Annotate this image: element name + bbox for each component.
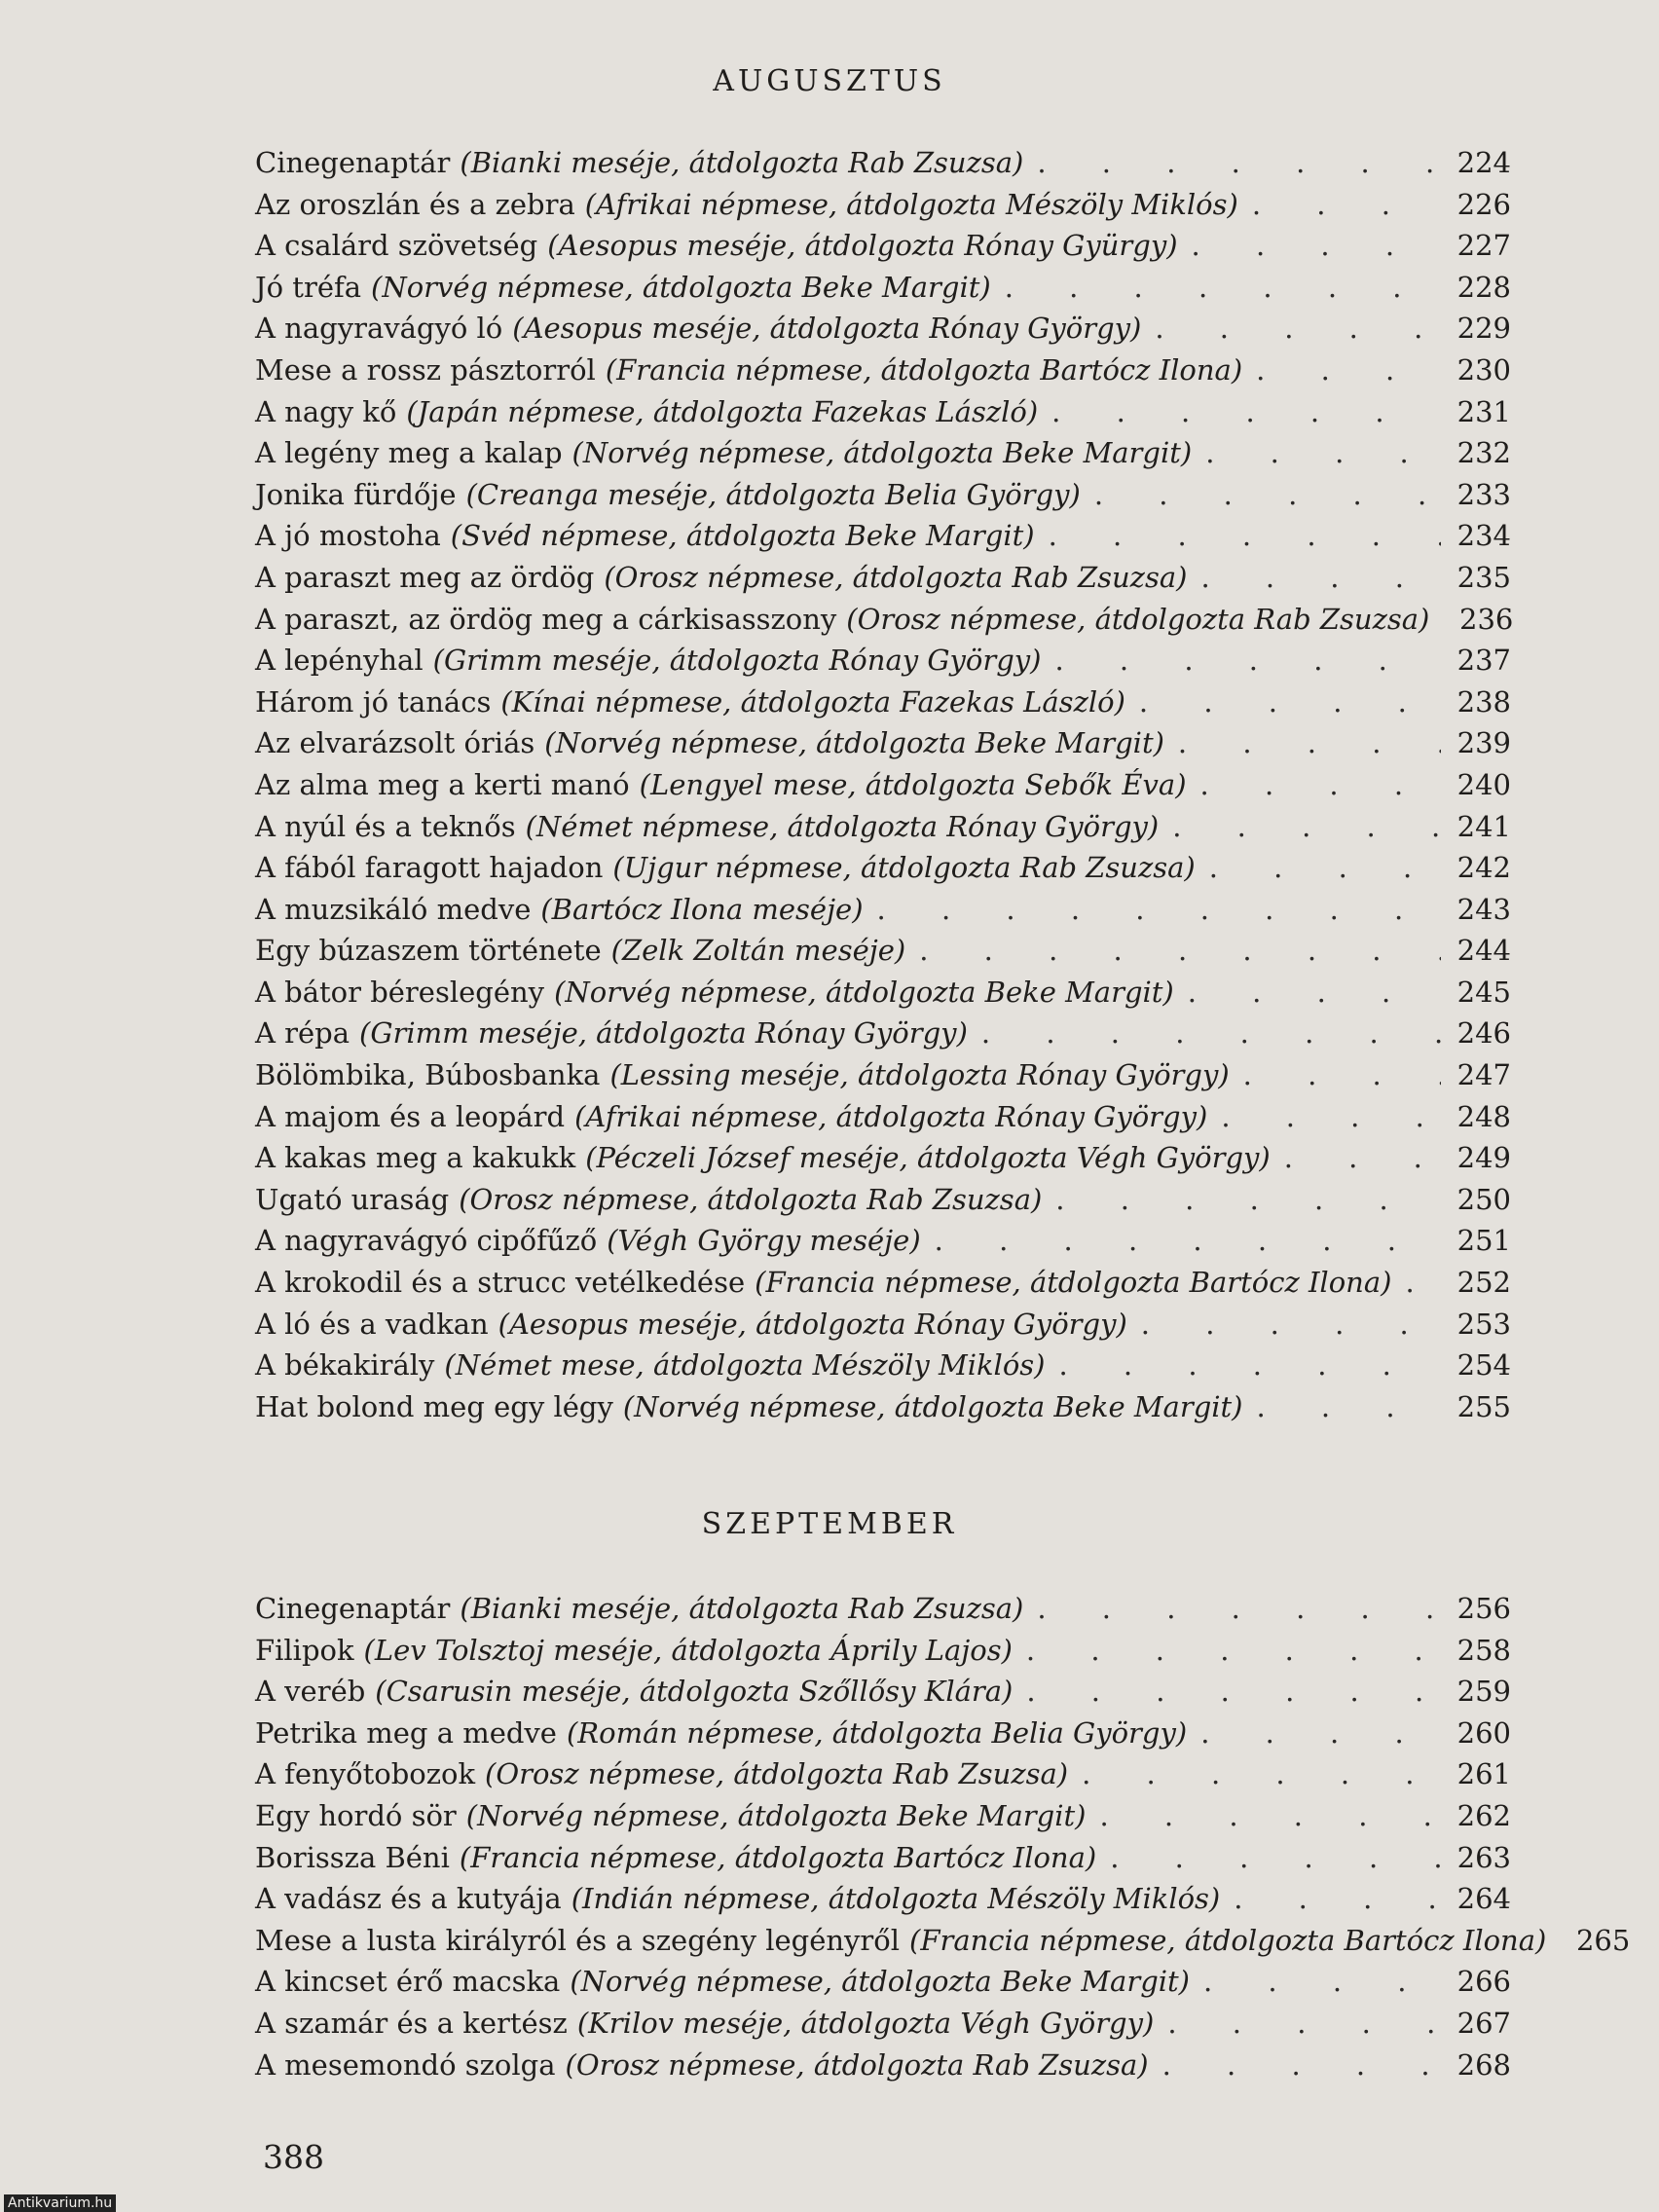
entry-attribution: (Svéd népmese, átdolgozta Beke Margit) (450, 519, 1035, 553)
entry-attribution: (Francia népmese, átdolgozta Bartócz Ilona) (459, 1840, 1097, 1874)
entry-title: Mese a lusta királyról és a szegény legényről (255, 1923, 901, 1957)
watermark-label: Antikvarium.hu (4, 2194, 116, 2212)
entry-title: Cinegenaptár (255, 1592, 451, 1625)
entry-title: A jó mostoha (255, 519, 441, 553)
entry-attribution: (Orosz népmese, átdolgozta Rab Zsuzsa) (846, 602, 1430, 636)
entry-page-number: 264 (1456, 1882, 1511, 1916)
dot-leader (919, 930, 1441, 972)
entry-title: A csalárd szövetség (255, 229, 538, 263)
toc-entry (255, 1795, 1511, 1837)
entry-page-number: 237 (1456, 644, 1511, 678)
entry-title: Cinegenaptár (255, 146, 451, 179)
entry-page-number: 258 (1456, 1633, 1511, 1667)
entry-attribution: (Bartócz Ilona meséje) (540, 892, 864, 926)
entry-title: A majom és a leopárd (255, 1099, 566, 1133)
entry-page-number: 227 (1456, 229, 1511, 263)
toc-list-augusztus (255, 142, 1514, 1427)
entry-attribution: (Csarusin meséje, átdolgozta Szőllősy Klára) (375, 1675, 1014, 1709)
entry-page-number: 263 (1456, 1840, 1511, 1874)
entry-page-number: 226 (1456, 187, 1511, 221)
dot-leader (1252, 184, 1441, 226)
entry-page-number: 235 (1456, 560, 1511, 594)
entry-attribution: (Lev Tolsztoj meséje, átdolgozta Áprily Lajos) (363, 1633, 1013, 1667)
entry-page-number: 234 (1456, 519, 1511, 553)
entry-page-number: 266 (1456, 1965, 1511, 1999)
dot-leader (1209, 847, 1441, 889)
entry-title: A paraszt meg az ördög (255, 560, 595, 594)
entry-attribution: (Norvég népmese, átdolgozta Beke Margit) (371, 270, 991, 304)
toc-entry (255, 847, 1511, 889)
toc-entry (255, 267, 1511, 309)
toc-entry (255, 515, 1511, 557)
dot-leader (1139, 682, 1441, 723)
dot-leader (1005, 267, 1441, 309)
entry-page-number: 242 (1456, 851, 1511, 885)
dot-leader (1188, 972, 1441, 1014)
entry-title: A fenyőtobozok (255, 1757, 476, 1791)
dot-leader (1405, 1262, 1441, 1304)
dot-leader (1162, 2045, 1441, 2086)
entry-title: A lepényhal (255, 644, 424, 678)
toc-entry (255, 1304, 1511, 1346)
entry-attribution: (Francia népmese, átdolgozta Bartócz Ilona) (605, 352, 1243, 387)
entry-page-number: 243 (1456, 892, 1511, 926)
entry-title: A muzsikáló medve (255, 892, 532, 926)
toc-entry (255, 1753, 1511, 1795)
entry-title: Az oroszlán és a zebra (255, 187, 575, 221)
entry-attribution: (Német népmese, átdolgozta Rónay György) (525, 809, 1160, 843)
toc-entry (255, 1961, 1511, 2003)
entry-title: Az alma meg a kerti manó (255, 767, 630, 801)
entry-page-number: 224 (1456, 146, 1511, 179)
entry-title: A mesemondó szolga (255, 2047, 556, 2082)
entry-page-number: 228 (1456, 270, 1511, 304)
entry-attribution: (Aesopus meséje, átdolgozta Rónay György) (498, 1307, 1127, 1341)
toc-entry (255, 1262, 1511, 1304)
entry-title: A veréb (255, 1675, 366, 1709)
toc-entry (255, 1137, 1511, 1179)
entry-title: A nagy kő (255, 394, 397, 428)
toc-entry (255, 930, 1511, 972)
entry-page-number: 233 (1456, 477, 1511, 511)
entry-title: A ló és a vadkan (255, 1307, 489, 1341)
toc-entry (255, 391, 1511, 433)
entry-title: A nagyravágyó ló (255, 312, 503, 346)
dot-leader (1058, 1345, 1441, 1386)
toc-entry (255, 889, 1511, 931)
entry-title: Filipok (255, 1633, 354, 1667)
toc-entry (255, 142, 1511, 184)
entry-page-number: 268 (1456, 2047, 1511, 2082)
entry-attribution: (Német mese, átdolgozta Mészöly Miklós) (444, 1348, 1046, 1382)
entry-attribution: (Lengyel mese, átdolgozta Sebők Éva) (639, 767, 1187, 801)
toc-entry (255, 1386, 1511, 1428)
toc-entry (255, 722, 1511, 764)
dot-leader (1203, 1961, 1441, 2003)
entry-attribution: (Creanga meséje, átdolgozta Belia György) (465, 477, 1081, 511)
entry-page-number: 261 (1456, 1757, 1511, 1791)
dot-leader (1049, 515, 1441, 557)
entry-attribution: (Francia népmese, átdolgozta Bartócz Ilona) (909, 1923, 1547, 1957)
entry-page-number: 251 (1456, 1224, 1511, 1258)
entry-title: A legény meg a kalap (255, 436, 563, 470)
entry-page-number: 254 (1456, 1348, 1511, 1382)
dot-leader (1200, 1713, 1441, 1754)
toc-entry (255, 806, 1511, 848)
entry-page-number: 231 (1456, 394, 1511, 428)
entry-attribution: (Végh György meséje) (607, 1224, 921, 1258)
entry-attribution: (Kínai népmese, átdolgozta Fazekas László) (500, 684, 1125, 719)
entry-page-number: 246 (1456, 1016, 1511, 1051)
entry-page-number: 259 (1456, 1675, 1511, 1709)
entry-attribution: (Zelk Zoltán meséje) (610, 934, 906, 968)
section-heading-szeptember: SZEPTEMBER (701, 1507, 958, 1541)
entry-attribution: (Ujgur népmese, átdolgozta Rab Zsuzsa) (612, 851, 1196, 885)
entry-page-number: 230 (1456, 352, 1511, 387)
toc-entry (255, 1837, 1511, 1879)
entry-attribution: (Norvég népmese, átdolgozta Beke Margit) (571, 436, 1193, 470)
dot-leader (1026, 1671, 1441, 1713)
dot-leader (1082, 1753, 1441, 1795)
dot-leader (1243, 1054, 1441, 1096)
entry-attribution: (Péczeli József meséje, átdolgozta Végh György) (585, 1141, 1271, 1175)
entry-attribution: (Aesopus meséje, átdolgozta Rónay Gyürgy) (547, 229, 1178, 263)
toc-entry (255, 1179, 1511, 1221)
entry-title: Mese a rossz pásztorról (255, 352, 596, 387)
entry-page-number: 249 (1456, 1141, 1511, 1175)
entry-attribution: (Grimm meséje, átdolgozta Rónay György) (359, 1016, 968, 1051)
entry-title: Bölömbika, Búbosbanka (255, 1058, 601, 1092)
dot-leader (981, 1013, 1441, 1054)
entry-title: A répa (255, 1016, 350, 1051)
dot-leader (1054, 640, 1441, 682)
toc-entry (255, 764, 1511, 806)
dot-leader (1055, 1179, 1441, 1221)
entry-page-number: 240 (1456, 767, 1511, 801)
entry-title: Jonika fürdője (255, 477, 457, 511)
entry-title: Ugató uraság (255, 1182, 450, 1216)
entry-attribution: (Lessing meséje, átdolgozta Rónay György) (609, 1058, 1230, 1092)
dot-leader (1200, 557, 1441, 599)
entry-attribution: (Indián népmese, átdolgozta Mészöly Miklós) (571, 1882, 1221, 1916)
entry-title: Három jó tanács (255, 684, 492, 719)
entry-page-number: 239 (1456, 726, 1511, 760)
toc-entry (255, 1671, 1511, 1713)
toc-entry (255, 350, 1511, 391)
entry-title: A kakas meg a kakukk (255, 1141, 576, 1175)
dot-leader (1284, 1137, 1441, 1179)
entry-attribution: (Norvég népmese, átdolgozta Beke Margit) (544, 726, 1164, 760)
toc-entry (255, 1220, 1511, 1262)
entry-title: Egy búzaszem története (255, 934, 602, 968)
entry-page-number: 229 (1456, 312, 1511, 346)
section-heading-augusztus: AUGUSZTUS (713, 64, 946, 98)
entry-attribution: (Norvég népmese, átdolgozta Beke Margit) (554, 975, 1174, 1009)
toc-entry (255, 1588, 1511, 1630)
entry-page-number: 250 (1456, 1182, 1511, 1216)
entry-page-number: 253 (1456, 1307, 1511, 1341)
dot-leader (1200, 764, 1441, 806)
entry-page-number: 256 (1456, 1592, 1511, 1625)
dot-leader (1192, 225, 1441, 267)
toc-entry (255, 2003, 1511, 2045)
toc-entry (255, 2045, 1511, 2086)
entry-page-number: 248 (1456, 1099, 1511, 1133)
entry-title: A fából faragott hajadon (255, 851, 604, 885)
entry-page-number: 252 (1456, 1266, 1511, 1300)
toc-entry (255, 1345, 1511, 1386)
entry-attribution: (Orosz népmese, átdolgozta Rab Zsuzsa) (604, 560, 1188, 594)
entry-page-number: 267 (1456, 2006, 1511, 2040)
dot-leader (1051, 391, 1441, 433)
toc-entry (255, 1920, 1631, 1962)
dot-leader (935, 1220, 1441, 1262)
dot-leader (1256, 350, 1441, 391)
entry-page-number: 241 (1456, 809, 1511, 843)
entry-title: A kincset érő macska (255, 1965, 561, 1999)
entry-title: Az elvarázsolt óriás (255, 726, 535, 760)
entry-page-number: 244 (1456, 934, 1511, 968)
entry-title: A bátor béreslegény (255, 975, 545, 1009)
entry-title: Jó tréfa (255, 270, 362, 304)
entry-page-number: 260 (1456, 1715, 1511, 1750)
entry-title: Borissza Béni (255, 1840, 450, 1874)
entry-attribution: (Norvég népmese, átdolgozta Beke Margit) (570, 1965, 1190, 1999)
entry-attribution: (Bianki meséje, átdolgozta Rab Zsuzsa) (460, 146, 1024, 179)
dot-leader (1094, 474, 1441, 516)
entry-title: A vadász és a kutyája (255, 1882, 562, 1916)
toc-entry (255, 1054, 1511, 1096)
entry-attribution: (Francia népmese, átdolgozta Bartócz Ilona) (755, 1266, 1392, 1300)
entry-page-number: 262 (1456, 1798, 1511, 1832)
toc-entry (255, 225, 1511, 267)
toc-entry (255, 474, 1511, 516)
dot-leader (1167, 2003, 1441, 2045)
entry-page-number: 245 (1456, 975, 1511, 1009)
entry-page-number: 247 (1456, 1058, 1511, 1092)
entry-title: A krokodil és a strucc vetélkedése (255, 1266, 746, 1300)
toc-list-szeptember (255, 1588, 1631, 2085)
entry-attribution: (Grimm meséje, átdolgozta Rónay György) (432, 644, 1042, 678)
dot-leader (1221, 1096, 1441, 1138)
toc-entry (255, 432, 1511, 474)
entry-attribution: (Norvég népmese, átdolgozta Beke Margit) (622, 1389, 1243, 1423)
dot-leader (877, 889, 1441, 931)
entry-title: A szamár és a kertész (255, 2006, 568, 2040)
dot-leader (1037, 1588, 1441, 1630)
toc-entry (255, 308, 1511, 350)
toc-entry (255, 599, 1514, 641)
entry-title: Hat bolond meg egy légy (255, 1389, 613, 1423)
toc-entry (255, 1630, 1511, 1672)
toc-entry (255, 972, 1511, 1014)
entry-attribution: (Japán népmese, átdolgozta Fazekas László) (406, 394, 1039, 428)
entry-page-number: 236 (1459, 602, 1514, 636)
entry-attribution: (Román népmese, átdolgozta Belia György) (566, 1715, 1188, 1750)
toc-entry (255, 682, 1511, 723)
entry-attribution: (Krilov meséje, átdolgozta Végh György) (576, 2006, 1155, 2040)
toc-entry (255, 1013, 1511, 1054)
entry-attribution: (Orosz népmese, átdolgozta Rab Zsuzsa) (485, 1757, 1069, 1791)
entry-title: A nagyravágyó cipőfűző (255, 1224, 598, 1258)
entry-attribution: (Bianki meséje, átdolgozta Rab Zsuzsa) (460, 1592, 1024, 1625)
dot-leader (1257, 1386, 1442, 1428)
toc-entry (255, 1096, 1511, 1138)
toc-entry (255, 640, 1511, 682)
dot-leader (1205, 432, 1441, 474)
entry-page-number: 255 (1456, 1389, 1511, 1423)
entry-title: Egy hordó sör (255, 1798, 457, 1832)
page-number: 388 (263, 2138, 324, 2176)
entry-attribution: (Orosz népmese, átdolgozta Rab Zsuzsa) (459, 1182, 1043, 1216)
entry-title: A nyúl és a teknős (255, 809, 516, 843)
dot-leader (1155, 308, 1441, 350)
entry-page-number: 232 (1456, 436, 1511, 470)
dot-leader (1099, 1795, 1441, 1837)
dot-leader (1026, 1630, 1441, 1672)
dot-leader (1172, 806, 1441, 848)
dot-leader (1178, 722, 1441, 764)
dot-leader (1110, 1837, 1441, 1879)
entry-title: A paraszt, az ördög meg a cárkisasszony (255, 602, 837, 636)
entry-attribution: (Orosz népmese, átdolgozta Rab Zsuzsa) (565, 2047, 1149, 2082)
entry-attribution: (Afrikai népmese, átdolgozta Rónay György) (574, 1099, 1208, 1133)
dot-leader (1037, 142, 1441, 184)
dot-leader (1141, 1304, 1441, 1346)
dot-leader (1234, 1878, 1441, 1920)
entry-page-number: 265 (1575, 1923, 1631, 1957)
entry-page-number: 238 (1456, 684, 1511, 719)
toc-entry (255, 1713, 1511, 1754)
entry-attribution: (Afrikai népmese, átdolgozta Mészöly Miklós) (584, 187, 1238, 221)
entry-title: Petrika meg a medve (255, 1715, 557, 1750)
entry-attribution: (Norvég népmese, átdolgozta Beke Margit) (465, 1798, 1087, 1832)
entry-title: A békakirály (255, 1348, 435, 1382)
toc-entry (255, 557, 1511, 599)
entry-attribution: (Aesopus meséje, átdolgozta Rónay György) (512, 312, 1142, 346)
toc-entry (255, 184, 1511, 226)
toc-entry (255, 1878, 1511, 1920)
